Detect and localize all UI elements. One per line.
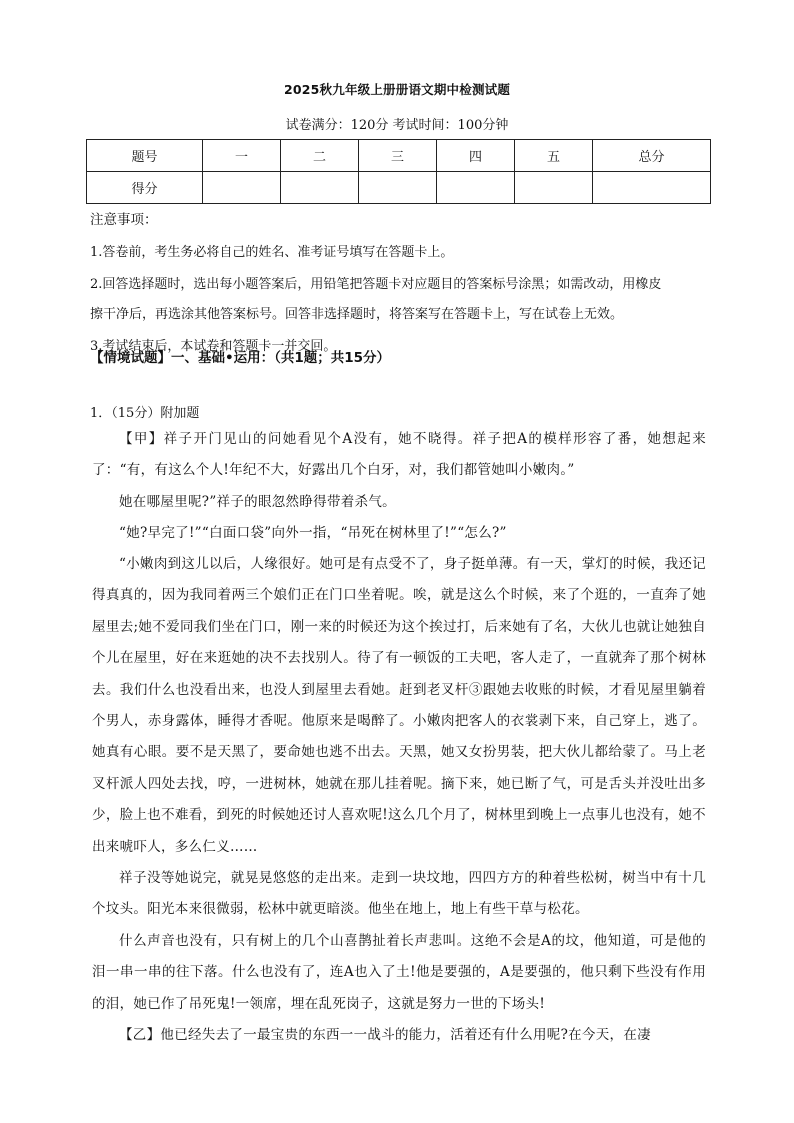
score-header-cell: 二 bbox=[281, 140, 359, 172]
score-cell bbox=[593, 172, 711, 204]
score-cell bbox=[515, 172, 593, 204]
passage-paragraph: “她?早完了!”“白面口袋”向外一指，“吊死在树林里了!”“怎么?” bbox=[119, 525, 507, 541]
score-cell bbox=[203, 172, 281, 204]
notice-item: 3.考试结束后，本试卷和答题卡一并交回。 bbox=[90, 339, 337, 354]
passage-paragraph: 【甲】祥子开门见山的问她看见个A没有，她不晓得。祥子把A的模样形容了番，她想起来了：“有，有这么个人!年纪不大，好露出几个白牙，对，我们都管她叫小嫩肉。” bbox=[92, 431, 706, 479]
score-cell bbox=[281, 172, 359, 204]
section-title: 【情境试题】一、基础•运用：（共1题；共15分） bbox=[90, 350, 391, 366]
score-header-cell: 一 bbox=[203, 140, 281, 172]
exam-subtitle: 试卷满分：120分 考试时间：100分钟 bbox=[285, 118, 509, 133]
score-cell bbox=[437, 172, 515, 204]
score-header-cell: 三 bbox=[359, 140, 437, 172]
score-row-label: 得分 bbox=[87, 172, 203, 204]
score-header-cell: 题号 bbox=[87, 140, 203, 172]
passage-paragraph: 她在哪屋里呢?”祥子的眼忽然睁得带着杀气。 bbox=[119, 494, 396, 510]
question-line: 1．（15分）附加题 bbox=[90, 406, 200, 421]
passage-paragraph: 【乙】他已经失去了一最宝贵的东西一一战斗的能力，活着还有什么用呢?在今天，在凄 bbox=[119, 1027, 651, 1043]
score-table-score-row bbox=[87, 172, 711, 204]
score-header-cell: 四 bbox=[437, 140, 515, 172]
notice-item: 1.答卷前，考生务必将自己的姓名、准考证号填写在答题卡上。 bbox=[90, 245, 454, 260]
exam-title: 2025秋九年级上册册语文期中检测试题 bbox=[283, 82, 511, 97]
score-cell bbox=[359, 172, 437, 204]
notice-item: 擦干净后，再选涂其他答案标号。回答非选择题时，将答案写在答题卡上，写在试卷上无效。 bbox=[90, 307, 624, 322]
passage-paragraph: 祥子没等她说完，就晃晃悠悠的走出来。走到一块坟地，四四方方的种着些松树，树当中有十几个坟头。阳光本来很微弱，松林中就更暗淡。他坐在地上，地上有些干草与松花。 bbox=[92, 870, 706, 918]
notice-item: 2.回答选择题时，选出每小题答案后，用铅笔把答题卡对应题目的答案标号涂黑；如需改动，用橡皮 bbox=[90, 277, 662, 292]
passage-paragraph: “小嫩肉到这儿以后，人缘很好。她可是有点受不了，身子挺单薄。有一天，掌灯的时候，我还记得真真的，因为我同着两三个娘们正在门口坐着呢。唉，就是这么个时候，来了个逛的，一直奔了她屋里去;她不爱同我们坐在门口，刚一来的时候还为这个挨过打，后来她有了名，大伙儿也就让她独自个儿在屋里，好在来逛她的决不去找别人。待了有一顿饭的工夫吧，客人走了，一直就奔了那个树林去。我们什么也没看出来，也没人到屋里去看她。赶到老叉杆③跟她去收账的时候，才看见屋里躺着个男人，赤身露体，睡得才香呢。他原来是喝醉了。小嫩肉把客人的衣裳剥下来，自己穿上，逃了。她真有心眼。要不是天黑了，要命她也逃不出去。天黑，她又女扮男装，把大伙儿都给蒙了。马上老叉杆派人四处去找，哼，一进树林，她就在那儿挂着呢。摘下来，她已断了气，可是舌头并没吐出多少，脸上也不难看，到死的时候她还讨人喜欢呢!这么几个月了，树林里到晚上一点事儿也没有，她不出来唬吓人，多么仁义…… bbox=[92, 556, 706, 855]
score-table-header-row bbox=[87, 140, 711, 172]
passage-paragraph: 什么声音也没有，只有树上的几个山喜鹊扯着长声悲叫。这绝不会是A的坟，他知道，可是他的泪一串一串的往下落。什么也没有了，连A也入了土!他是要强的，A是要强的，他只剩下些没有作用的泪，她已作了吊死鬼!一领席，埋在乱死岗子，这就是努力一世的下场头! bbox=[92, 933, 706, 1012]
notice-heading: 注意事项： bbox=[90, 212, 158, 228]
score-table bbox=[86, 139, 711, 204]
score-header-cell: 总分 bbox=[593, 140, 711, 172]
score-header-cell: 五 bbox=[515, 140, 593, 172]
